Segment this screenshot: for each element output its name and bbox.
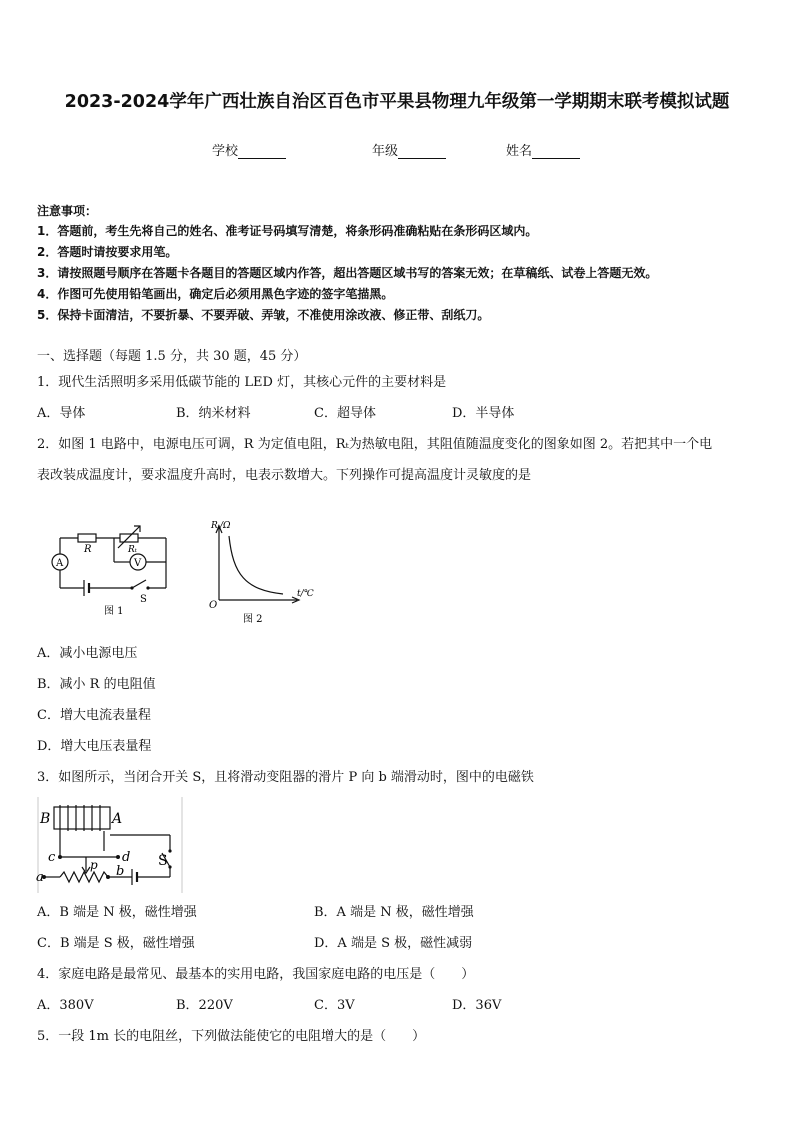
fig1-ammeter-label: A [56, 558, 64, 569]
q1-option-d[interactable]: D．半导体 [452, 406, 515, 421]
name-label: 姓名 [506, 144, 533, 159]
q5-stem: 5．一段 1m 长的电阻丝，下列做法能使它的电阻增大的是（ ） [37, 1029, 426, 1044]
fig1-switch-label: S [140, 594, 147, 605]
q4-option-b[interactable]: B．220V [176, 998, 233, 1013]
fig2-ylabel: Rₜ/Ω [211, 521, 231, 531]
q2-figure1-circuit [48, 522, 178, 622]
q1-option-c[interactable]: C．超导体 [314, 406, 376, 421]
q1-stem: 1．现代生活照明多采用低碳节能的 LED 灯，其核心元件的主要材料是 [37, 375, 447, 390]
fig1-voltmeter-label: V [134, 558, 142, 569]
q3-option-d[interactable]: D．A 端是 S 极，磁性减弱 [314, 936, 473, 951]
grade-field [372, 140, 446, 159]
q4-option-a[interactable]: A．380V [37, 998, 94, 1013]
q2-option-c[interactable]: C．增大电流表量程 [37, 708, 151, 723]
q3-label-d: d [122, 850, 131, 865]
notice-heading: 注意事项： [37, 204, 98, 218]
name-field [506, 140, 580, 159]
q3-option-b[interactable]: B．A 端是 N 极，磁性增强 [314, 905, 474, 920]
notice-item: 2．答题时请按要求用笔。 [37, 245, 178, 259]
q1-option-b[interactable]: B．纳米材料 [176, 406, 251, 421]
q4-stem: 4．家庭电路是最常见、最基本的实用电路，我国家庭电路的电压是（ ） [37, 967, 475, 982]
q3-label-c: c [48, 850, 56, 865]
school-field [212, 140, 286, 159]
q3-option-c[interactable]: C．B 端是 S 极，磁性增强 [37, 936, 195, 951]
q3-label-p: p [90, 858, 98, 872]
notice-item: 1．答题前，考生先将自己的姓名、准考证号码填写清楚，将条形码准确粘贴在条形码区域内。 [37, 224, 538, 238]
school-blank[interactable] [238, 144, 286, 159]
q3-label-A: A [112, 811, 123, 827]
notice-item: 3．请按照题号顺序在答题卡各题目的答题区域内作答，超出答题区域书写的答案无效；在草稿纸、试卷上答题无效。 [37, 266, 658, 280]
q4-option-d[interactable]: D．36V [452, 998, 502, 1013]
q3-label-a: a [36, 870, 44, 885]
q2-option-b[interactable]: B．减小 R 的电阻值 [37, 677, 156, 692]
q3-figure-electromagnet [36, 795, 186, 895]
section-heading: 一、选择题（每题 1.5 分，共 30 题，45 分） [37, 349, 307, 364]
q3-label-b: b [116, 864, 125, 879]
notice-item: 5．保持卡面清洁，不要折暴、不要弄破、弄皱，不准使用涂改液、修正带、刮纸刀。 [37, 308, 490, 322]
q3-label-S: S [158, 853, 168, 869]
notice-item: 4．作图可先使用铅笔画出，确定后必须用黑色字迹的签字笔描黑。 [37, 287, 394, 301]
q2-figure2-graph [205, 518, 325, 628]
q2-stem-line1: 2．如图 1 电路中，电源电压可调，R 为定值电阻，Rₜ为热敏电阻，其阻值随温度变化的图象如图 2。若把其中一个电 [37, 437, 713, 452]
grade-blank[interactable] [398, 144, 446, 159]
grade-label: 年级 [372, 144, 399, 159]
fig1-rt-label: Rₜ [128, 545, 137, 555]
q2-option-a[interactable]: A．减小电源电压 [37, 646, 138, 661]
q3-label-B: B [40, 811, 51, 827]
fig1-caption: 图 1 [104, 606, 124, 617]
fig1-r-label: R [84, 544, 92, 555]
exam-title: 2023-2024学年广西壮族自治区百色市平果县物理九年级第一学期期末联考模拟试题 [64, 92, 730, 112]
fig2-xlabel: t/℃ [297, 589, 314, 599]
q2-option-d[interactable]: D．增大电压表量程 [37, 739, 152, 754]
q3-option-a[interactable]: A．B 端是 N 极，磁性增强 [37, 905, 197, 920]
name-blank[interactable] [532, 144, 580, 159]
q4-option-c[interactable]: C．3V [314, 998, 355, 1013]
school-label: 学校 [212, 144, 239, 159]
q1-option-a[interactable]: A．导体 [37, 406, 86, 421]
fig2-caption: 图 2 [243, 614, 263, 625]
q3-stem: 3．如图所示，当闭合开关 S，且将滑动变阻器的滑片 P 向 b 端滑动时，图中的电磁铁 [37, 770, 534, 785]
q2-stem-line2: 表改装成温度计，要求温度升高时，电表示数增大。下列操作可提高温度计灵敏度的是 [37, 468, 532, 483]
fig2-origin: O [209, 600, 218, 611]
